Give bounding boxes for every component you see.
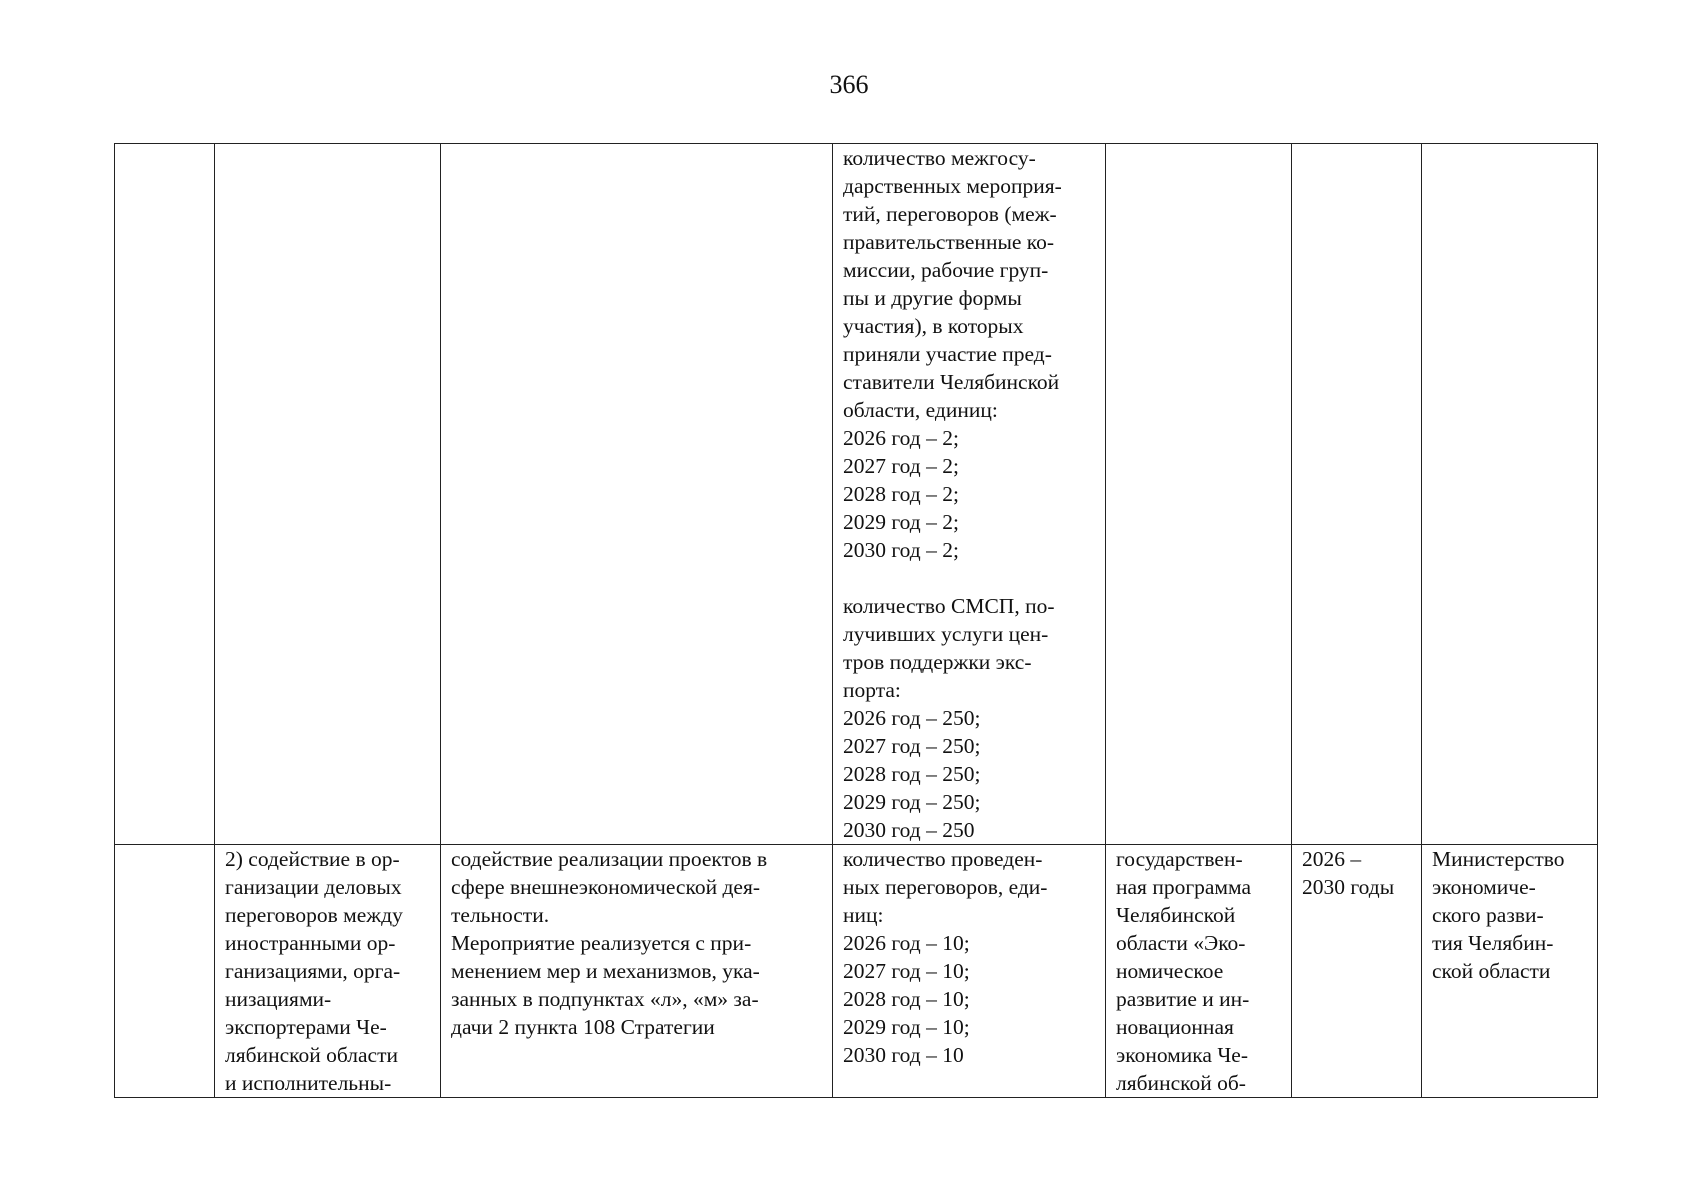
task-line: и исполнительны- xyxy=(225,1071,392,1095)
row2-period-cell xyxy=(1292,845,1422,1098)
row1-indicators-cell xyxy=(833,144,1106,845)
task-line: экспортерами Че- xyxy=(225,1015,387,1039)
row1-task-cell xyxy=(215,144,441,845)
responsible-line: ской области xyxy=(1432,959,1551,983)
indicator-line: области, единиц: xyxy=(843,398,998,422)
indicator-line: приняли участие пред- xyxy=(843,342,1052,366)
measure-line: тельности. xyxy=(451,903,550,927)
program-line: номическое xyxy=(1116,959,1224,983)
row1-program-cell xyxy=(1106,144,1292,845)
program-line: новационная xyxy=(1116,1015,1234,1039)
responsible-line: тия Челябин- xyxy=(1432,931,1554,955)
responsible-line: экономиче- xyxy=(1432,875,1536,899)
row1-period-cell xyxy=(1292,144,1422,845)
row1-measure-cell xyxy=(441,144,833,845)
indicator-line: ных переговоров, еди- xyxy=(843,875,1048,899)
paragraph-gap xyxy=(843,564,1095,592)
measure-line: содействие реализации проектов в xyxy=(451,847,768,871)
indicator-year: 2027 год – 250; xyxy=(843,734,981,758)
measure-line: дачи 2 пункта 108 Стратегии xyxy=(451,1015,715,1039)
row2-program-cell xyxy=(1106,845,1292,1098)
row2-responsible-cell xyxy=(1422,845,1598,1098)
row2-task-cell xyxy=(215,845,441,1098)
task-line: ганизациями, орга- xyxy=(225,959,401,983)
indicator-year: 2029 год – 2; xyxy=(843,510,959,534)
indicator-year: 2026 год – 10; xyxy=(843,931,970,955)
indicator-year: 2027 год – 10; xyxy=(843,959,970,983)
indicator-line: правительственные ко- xyxy=(843,230,1055,254)
plan-table xyxy=(114,143,1598,1098)
program-line: области «Эко- xyxy=(1116,931,1246,955)
indicator-line: ниц: xyxy=(843,903,884,927)
indicator-year: 2028 год – 10; xyxy=(843,987,970,1011)
period-line: 2026 – xyxy=(1302,847,1362,871)
row2-indicators-cell xyxy=(833,845,1106,1098)
program-line: Челябинской xyxy=(1116,903,1236,927)
measure-line: занных в подпунктах «л», «м» за- xyxy=(451,987,759,1011)
indicator-line: порта: xyxy=(843,678,901,702)
indicator-line: ставители Челябинской xyxy=(843,370,1060,394)
row2-number-cell xyxy=(115,845,215,1098)
program-line: лябинской об- xyxy=(1116,1071,1246,1095)
indicator-line: участия), в которых xyxy=(843,314,1024,338)
page-number: 366 xyxy=(829,70,869,99)
task-line: переговоров между xyxy=(225,903,403,927)
task-line: иностранными ор- xyxy=(225,931,396,955)
indicator-year: 2026 год – 250; xyxy=(843,706,981,730)
program-line: государствен- xyxy=(1116,847,1243,871)
indicator-line: тий, переговоров (меж- xyxy=(843,202,1057,226)
period-line: 2030 годы xyxy=(1302,875,1395,899)
indicator-line: лучивших услуги цен- xyxy=(843,622,1049,646)
table-row xyxy=(115,144,1598,845)
measure-line: менением мер и механизмов, ука- xyxy=(451,959,760,983)
table-row xyxy=(115,845,1598,1098)
indicator-year: 2030 год – 2; xyxy=(843,538,959,562)
program-line: экономика Че- xyxy=(1116,1043,1249,1067)
program-line: ная программа xyxy=(1116,875,1252,899)
indicator-year: 2029 год – 250; xyxy=(843,790,981,814)
indicator-year: 2030 год – 10 xyxy=(843,1043,964,1067)
indicator-year: 2027 год – 2; xyxy=(843,454,959,478)
indicator-year: 2028 год – 250; xyxy=(843,762,981,786)
indicator-line: количество межгосу- xyxy=(843,146,1036,170)
indicator-line: пы и другие формы xyxy=(843,286,1022,310)
indicator-line: дарственных мероприя- xyxy=(843,174,1062,198)
indicator-line: миссии, рабочие груп- xyxy=(843,258,1049,282)
indicator-line: количество проведен- xyxy=(843,847,1043,871)
responsible-line: ского разви- xyxy=(1432,903,1544,927)
measure-line: Мероприятие реализуется с при- xyxy=(451,931,752,955)
program-line: развитие и ин- xyxy=(1116,987,1250,1011)
indicator-year: 2028 год – 2; xyxy=(843,482,959,506)
responsible-line: Министерство xyxy=(1432,847,1565,871)
measure-line: сфере внешнеэкономической дея- xyxy=(451,875,760,899)
indicator-year: 2029 год – 10; xyxy=(843,1015,970,1039)
indicator-line: количество СМСП, по- xyxy=(843,594,1055,618)
row1-responsible-cell xyxy=(1422,144,1598,845)
indicator-year: 2030 год – 250 xyxy=(843,818,975,842)
task-line: лябинской области xyxy=(225,1043,398,1067)
row1-number-cell xyxy=(115,144,215,845)
task-line: низациями- xyxy=(225,987,332,1011)
task-line: 2) содействие в ор- xyxy=(225,847,400,871)
task-line: ганизации деловых xyxy=(225,875,402,899)
indicator-line: тров поддержки экс- xyxy=(843,650,1032,674)
row2-measure-cell xyxy=(441,845,833,1098)
indicator-year: 2026 год – 2; xyxy=(843,426,959,450)
